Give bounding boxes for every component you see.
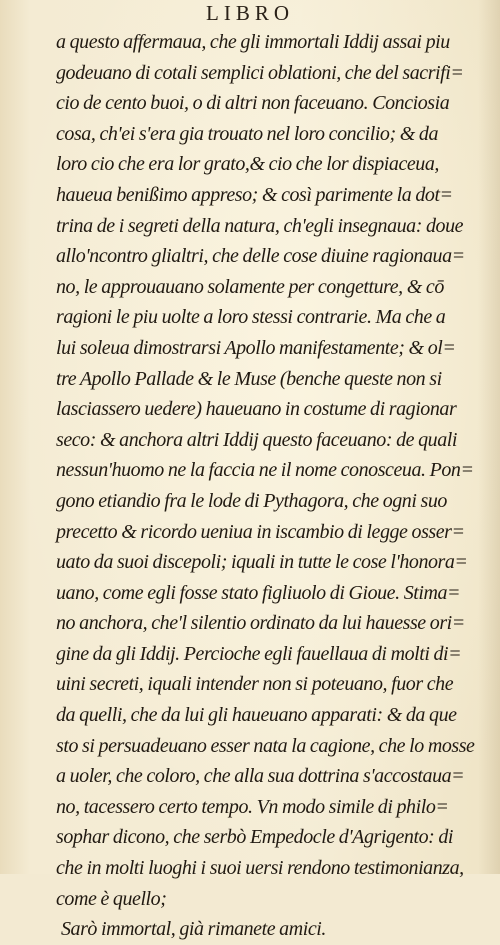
text-line: lui soleua dimostrarsi Apollo manifestamente; & ol= [56, 336, 456, 359]
text-line: che in molti luoghi i suoi uersi rendono testimonianza, [56, 857, 464, 880]
text-line: godeuano di cotali semplici oblationi, che del sacrifi= [56, 61, 464, 84]
text-line: a uoler, che coloro, che alla sua dottrina s'accostaua= [56, 765, 465, 788]
text-line: ragioni le piu uolte a loro stessi contrarie. Ma che a [56, 306, 446, 329]
body-text [56, 27, 488, 945]
text-line: loro cio che era lor grato,& cio che lor dispiaceua, [56, 153, 439, 176]
text-line: da quelli, che da lui gli haueuano apparati: & da que [56, 704, 457, 727]
text-line: lasciassero uedere) haueuano in costume di ragionar [56, 398, 457, 421]
text-line: sto si persuadeuano esser nata la cagione, che lo mosse [56, 734, 475, 757]
text-line: uato da suoi discepoli; iquali in tutte le cose l'honora= [56, 551, 468, 574]
text-line: precetto & ricordo ueniua in iscambio di legge osser= [56, 520, 465, 543]
text-line: sophar dicono, che serbò Empedocle d'Agrigento: di [56, 826, 454, 849]
text-line: uano, come egli fosse stato figliuolo di Gioue. Stima= [56, 581, 461, 604]
text-line: no anchora, che'l silentio ordinato da lui hauesse ori= [56, 612, 465, 635]
text-line: a questo affermaua, che gli immortali Iddij assai piu [56, 31, 450, 53]
text-line: haueua benißimo appreso; & così parimente la dot= [56, 183, 453, 206]
text-line: no, le approuauano solamente per congetture, & cō [56, 275, 444, 298]
text-line: seco: & anchora altri Iddij questo faceuano: de quali [56, 428, 457, 451]
verse-quote: Sarò immortal, già rimanete amici. [61, 918, 326, 941]
text-line: cosa, ch'ei s'era gia trouato nel loro concilio; & da [56, 122, 439, 145]
text-line: cio de cento buoi, o di altri non faceuano. Conciosia [56, 92, 450, 115]
text-line: trina de i segreti della natura, ch'egli insegnaua: doue [56, 214, 464, 237]
text-line: tre Apollo Pallade & le Muse (benche queste non si [56, 367, 442, 390]
text-line: allo'ncontro glialtri, che delle cose diuine ragionaua= [56, 245, 465, 268]
text-line: gono etiandio fra le lode di Pythagora, che ogni suo [56, 489, 447, 512]
text-line: uini secreti, iquali intender non si poteuano, fuor che [56, 673, 454, 696]
text-line: gine da gli Iddij. Percioche egli fauellaua di molti di= [56, 642, 462, 665]
text-line: nessun'huomo ne la faccia ne il nome conosceua. Pon= [56, 459, 474, 482]
running-title: LIBRO [206, 1, 294, 25]
text-line: come è quello; [56, 887, 167, 910]
text-line: no, tacessero certo tempo. Vn modo simile di philo= [56, 795, 449, 818]
